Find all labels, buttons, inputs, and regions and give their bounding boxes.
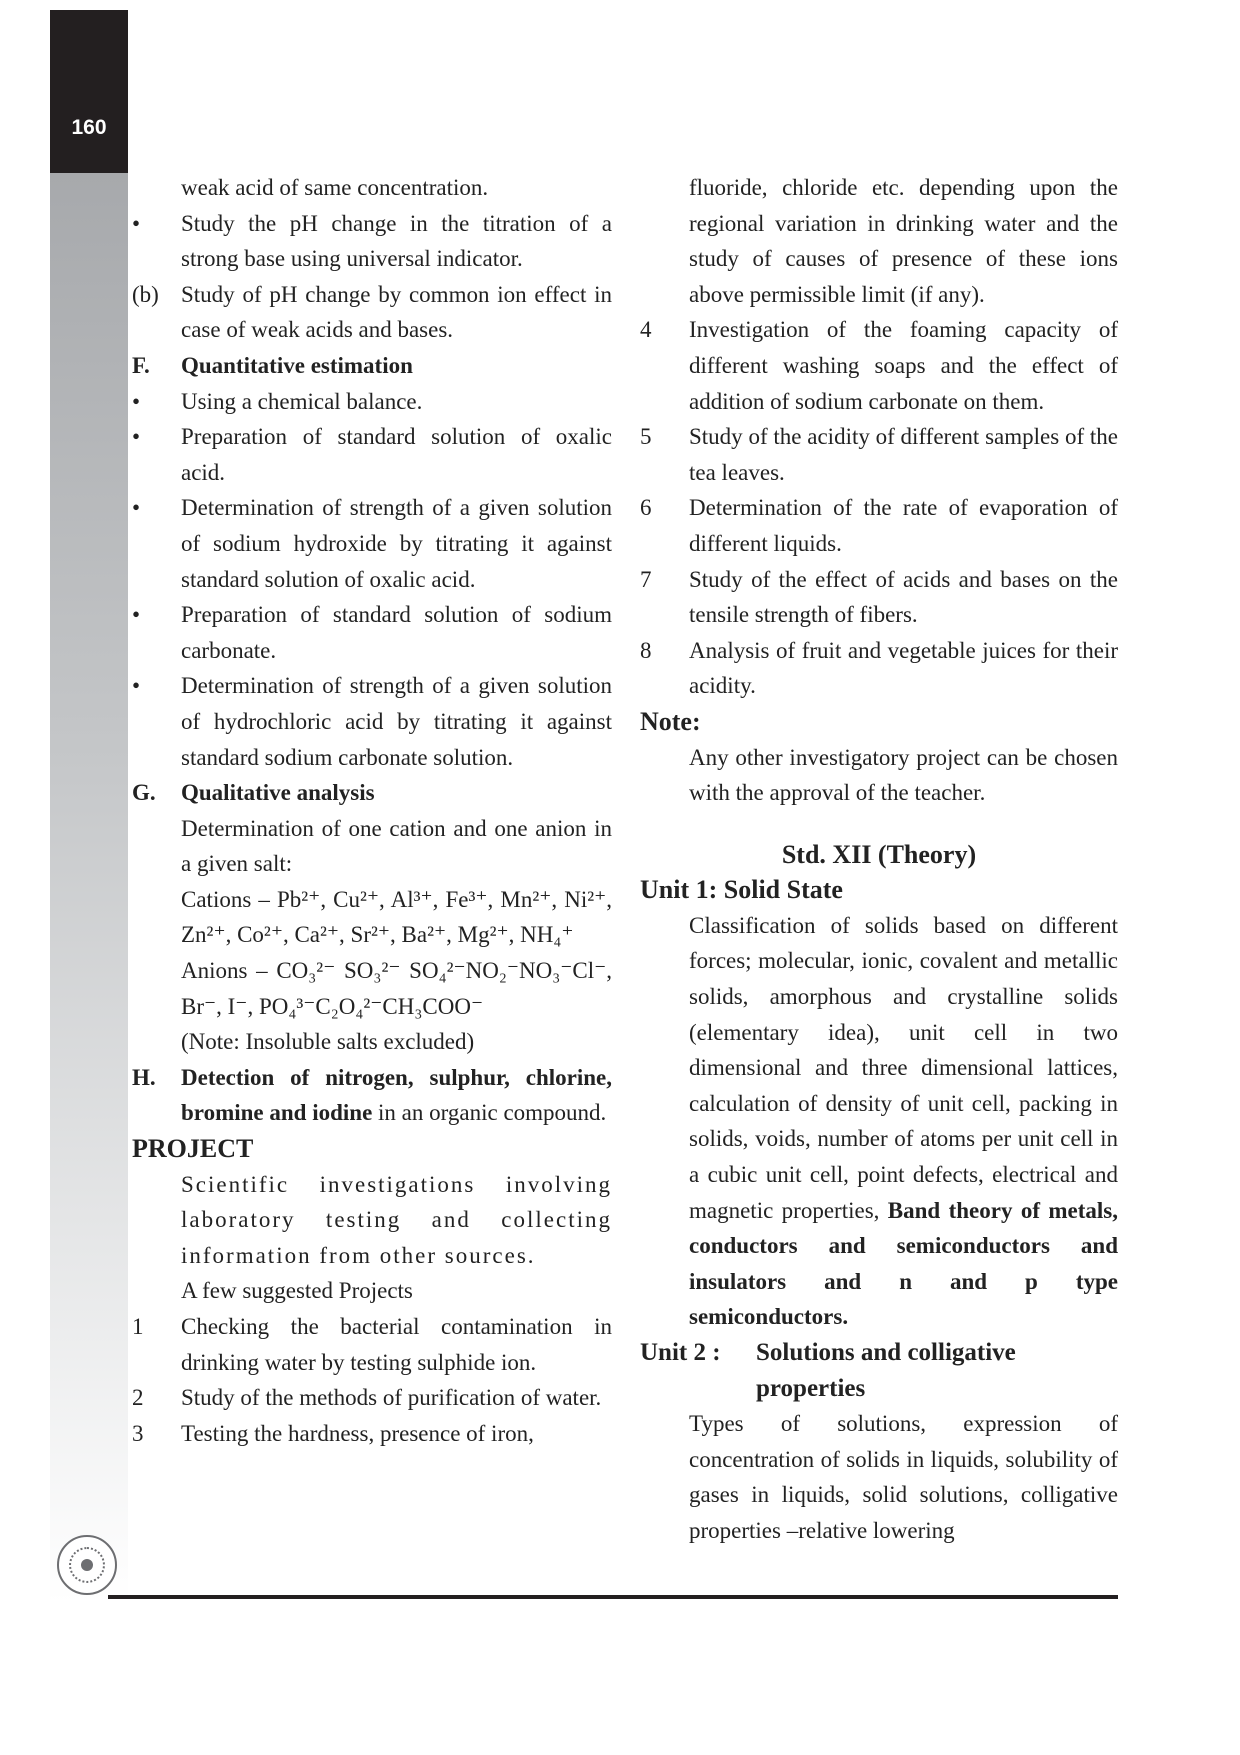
list-item: 4 Investigation of the foaming capacity of different washing soaps and the effect of addition of sodium carbonate on them. — [640, 317, 1118, 414]
list-item: 8 Analysis of fruit and vegetable juices for their acidity. — [640, 637, 1118, 699]
list-item: • Determination of strength of a given solution of hydrochloric acid by titrating it against standard sodium carbonate solution. — [132, 673, 612, 770]
list-item: (b) Study of pH change by common ion effect in case of weak acids and bases. — [132, 281, 612, 343]
bottom-rule — [108, 1595, 1118, 1599]
side-band — [50, 173, 128, 1603]
list-item: 2 Study of the methods of purification of water. — [132, 1385, 602, 1411]
continued-line: weak acid of same concentration. — [181, 175, 489, 200]
unit2-heading: Unit 2 : Solutions and colligative properties — [640, 1339, 1016, 1402]
list-item: • Preparation of standard solution of oxalic acid. — [132, 424, 612, 485]
std-xii-heading: Std. XII (Theory) — [781, 839, 977, 869]
left-column — [132, 170, 612, 1451]
list-item: 3 Testing the hardness, presence of iron, — [132, 1420, 534, 1446]
list-item: • Using a chemical balance. — [132, 388, 423, 414]
list-item: • Determination of strength of a given solution of sodium hydroxide by titrating it against standard solution of oxalic acid. — [132, 495, 612, 592]
list-item: • Preparation of standard solution of sodium carbonate. — [132, 602, 612, 663]
page-number: 160 — [71, 116, 107, 139]
list-item: 7 Study of the effect of acids and bases on the tensile strength of fibers. — [640, 566, 1118, 628]
section-heading-f: F. Quantitative estimation — [132, 352, 413, 378]
list-item: 6 Determination of the rate of evaporation of different liquids. — [640, 495, 1118, 556]
note-text: Any other investigatory project can be chosen with the approval of the teacher. — [689, 744, 1118, 806]
section-heading-h: H. Detection of nitrogen, sulphur, chlorine, bromine and iodine in an organic compound. — [132, 1064, 612, 1126]
list-item: 1 Checking the bacterial contamination in drinking water by testing sulphide ion. — [132, 1314, 612, 1375]
list-item: 5 Study of the acidity of different samples of the tea leaves. — [640, 424, 1118, 485]
page-number-tab — [50, 10, 128, 173]
paragraph: A few suggested Projects — [181, 1278, 413, 1304]
section-heading-g: G. Qualitative analysis — [132, 780, 375, 806]
unit2-paragraph: Types of solutions, expression of concentration of solids in liquids, solubility of gases in liquids, solid solutions, colligative properties –relative lowering — [689, 1411, 1118, 1543]
right-column — [640, 170, 1118, 1549]
unit1-paragraph: Classification of solids based on different forces; molecular, ionic, covalent and metallic solids, amorphous and crystalline solids (elementary idea), unit cell in two dimensional and three dimensional lattices, calculation of density of unit cell, packing in solids, voids, number of atoms per unit cell in a cubic unit cell, point defects, electrical and magnetic properties, Band theory of metals, conductors and semiconductors and insulators and n and p type semiconductors. — [689, 912, 1118, 1330]
list-item: • Study the pH change in the titration of a strong base using universal indicator. — [132, 206, 612, 277]
unit1-heading: Unit 1: Solid State — [640, 875, 843, 905]
bullet: • — [132, 210, 141, 236]
paragraph: Determination of one cation and one anion in a given salt: — [181, 815, 612, 877]
note-heading: Note: — [640, 706, 701, 736]
continued-paragraph: fluoride, chloride etc. depending upon the regional variation in drinking water and the study of causes of presence of these ions above permissible limit (if any). — [689, 175, 1118, 307]
cations-line: Cations – Pb²⁺, Cu²⁺, Al³⁺, Fe³⁺, Mn²⁺, Ni²⁺, Zn²⁺, Co²⁺, Ca²⁺, Sr²⁺, Ba²⁺, Mg²⁺, NH₄⁺ — [181, 886, 613, 948]
anions-line: Anions – CO₃²⁻ SO₃²⁻ SO₄²⁻NO₂⁻NO₃⁻Cl⁻, Br⁻, I⁻, PO₄³⁻C₂O₄²⁻CH₃COO⁻ — [181, 958, 612, 1019]
emblem-icon — [57, 1535, 117, 1595]
project-heading: PROJECT — [132, 1134, 254, 1164]
paragraph: Scientific investigations involving laboratory testing and collecting information from other sources. — [181, 1171, 612, 1268]
note-line: (Note: Insoluble salts excluded) — [181, 1029, 475, 1055]
